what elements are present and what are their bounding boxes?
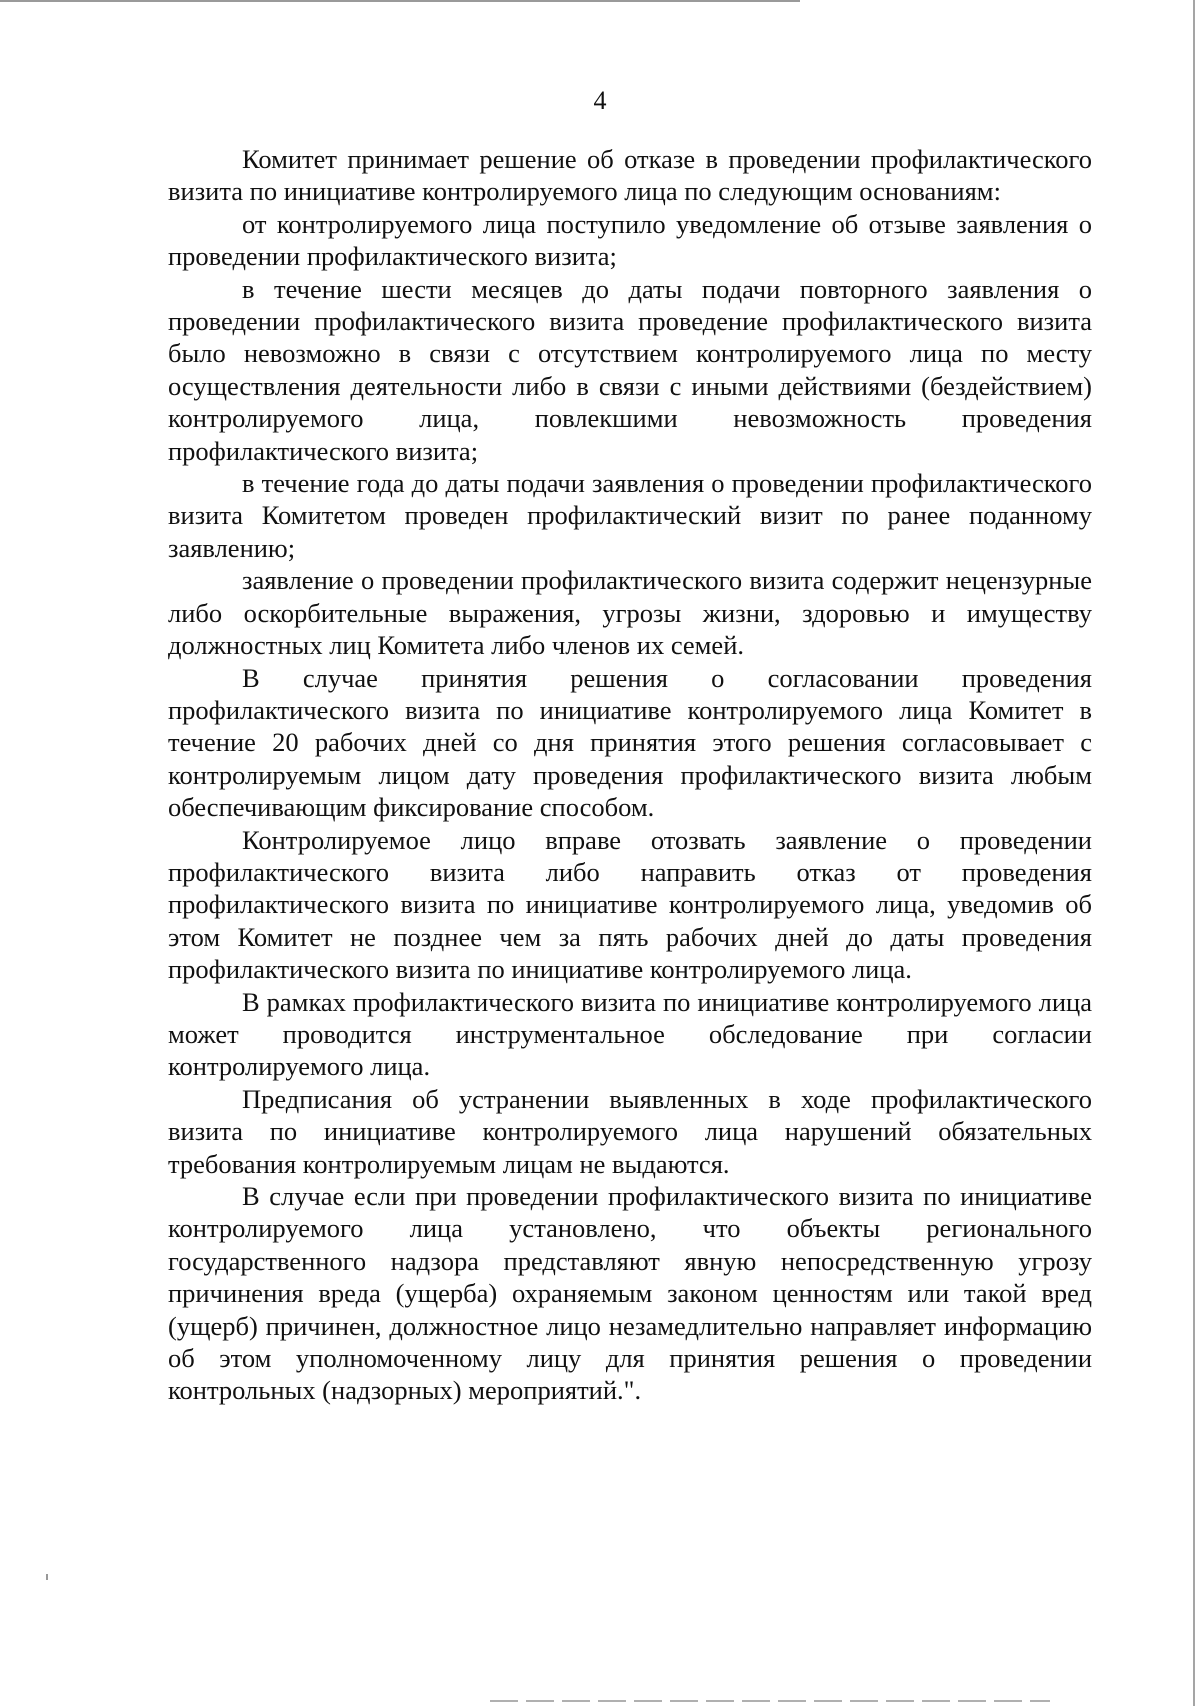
document-body <box>168 143 1092 1407</box>
paragraph-obscene-content: заявление о проведении профилактического визита содержит нецензурные либо оскорбительные выражения, угрозы жизни, здоровью и имуществу должностных лиц Комитета либо членов их семей. <box>168 565 1092 661</box>
paragraph-direct-threat: В случае если при проведении профилактического визита по инициативе контролируемого лица установлено, что объекты регионального государственного надзора представляют явную непосредственную угрозу причинения вреда (ущерба) охраняемым законом ценностям или такой вред (ущерб) причинен, должностное лицо незамедлительно направляет информацию об этом уполномоченному лицу для принятия решения о проведении контрольных (надзорных) мероприятий.". <box>168 1181 1092 1406</box>
page-number: 4 <box>593 86 607 115</box>
scan-edge-top <box>0 0 800 2</box>
paragraph-instrumental-inspection: В рамках профилактического визита по инициативе контролируемого лица может проводится инструментальное обследование при согласии контролируемого лица. <box>168 986 1092 1082</box>
paragraph-no-prescriptions: Предписания об устранении выявленных в ходе профилактического визита по инициативе контролируемого лица нарушений обязательных требования контролируемым лицам не выдаются. <box>168 1083 1092 1179</box>
scan-edge-bottom <box>490 1700 1050 1702</box>
scan-artifact <box>46 1574 48 1580</box>
paragraph-withdrawal-notice: от контролируемого лица поступило уведомление об отзыве заявления о проведении профилактического визита; <box>168 208 1092 272</box>
paragraph-within-year: в течение года до даты подачи заявления о проведении профилактического визита Комитетом проведен профилактический визит по ранее поданному заявлению; <box>168 468 1092 563</box>
paragraph-approval-20-days: В случае принятия решения о согласовании проведения профилактического визита по инициативе контролируемого лица Комитет в течение 20 рабочих дней со дня принятия этого решения согласовывает с контролируемым лицом дату проведения профилактического визита любым обеспечивающим фиксирование способом. <box>168 662 1092 823</box>
paragraph-right-to-withdraw: Контролируемое лицо вправе отозвать заявление о проведении профилактического визита либо направить отказ от проведения профилактического визита по инициативе контролируемого лица, уведомив об этом Комитет не позднее чем за пять рабочих дней до даты проведения профилактического визита по инициативе контролируемого лица. <box>168 824 1092 985</box>
scan-edge-right <box>1193 0 1195 1706</box>
paragraph-refusal-grounds: Комитет принимает решение об отказе в проведении профилактического визита по инициативе контролируемого лица по следующим основаниям: <box>168 144 1092 207</box>
paragraph-six-months: в течение шести месяцев до даты подачи повторного заявления о проведении профилактического визита проведение профилактического визита было невозможно в связи с отсутствием контролируемого лица по месту осуществления деятельности либо в связи с иными действиями (бездействием) контролируемого лица, повлекшими невозможность проведения профилактического визита; <box>168 273 1092 466</box>
